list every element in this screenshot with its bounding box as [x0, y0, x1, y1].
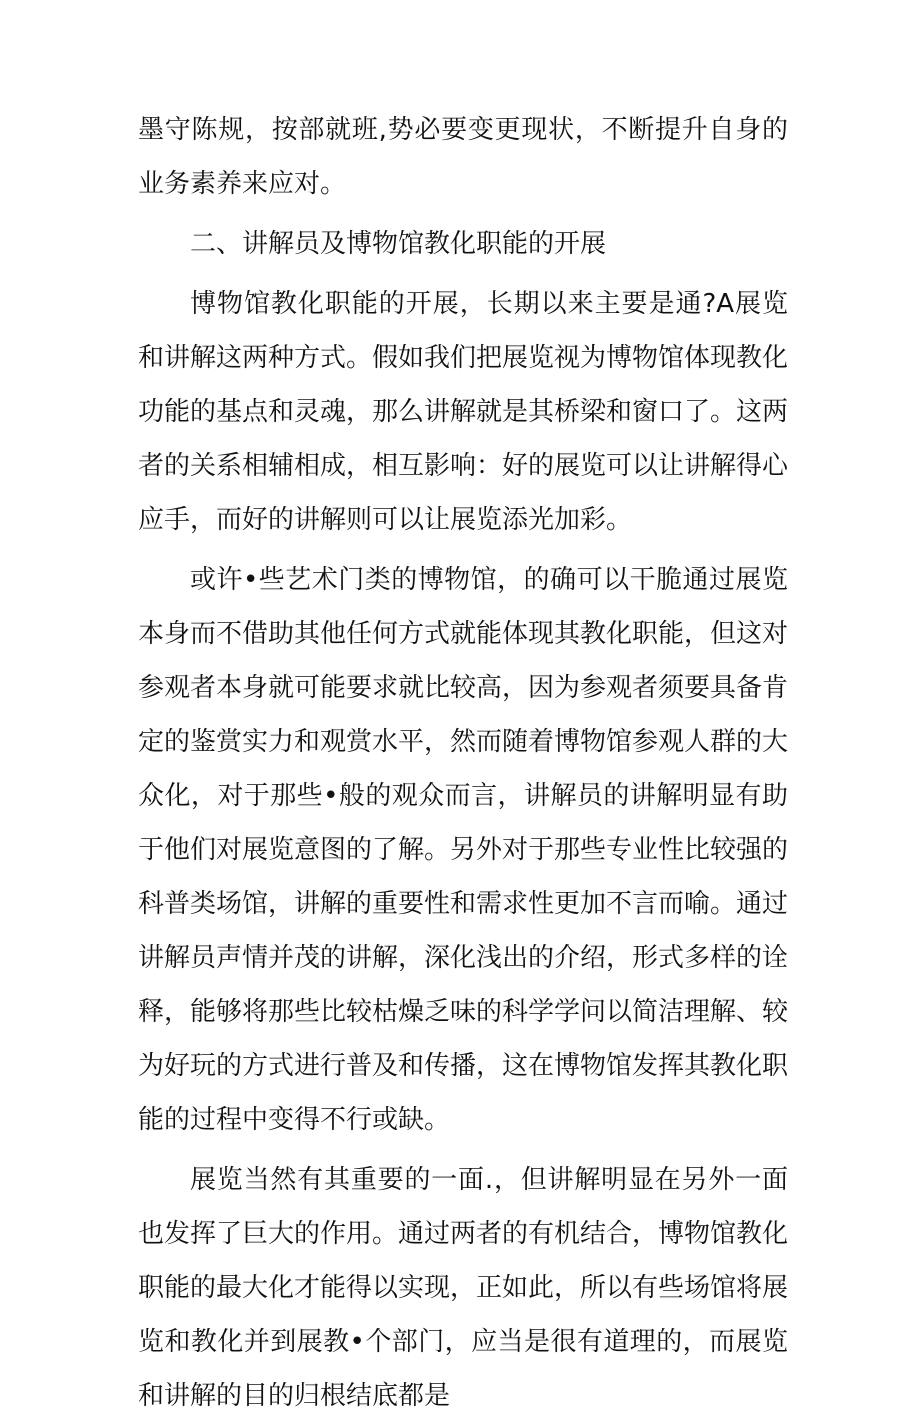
paragraph-education-methods: 博物馆教化职能的开展，长期以来主要是通?A展览和讲解这两种方式。假如我们把展览视为博物馆体现教化功能的基点和灵魂，那么讲解就是其桥梁和窗口了。这两者的关系相辅相成，相互影响：好的展览可以让讲解得心应手，而好的讲解则可以让展览添光加彩。 [138, 289, 789, 535]
document-body [138, 103, 788, 1423]
continued-paragraph: 墨守陈规，按部就班,势必要变更现状，不断提升自身的业务素养来应对。 [138, 115, 788, 199]
section-heading: 二、讲解员及博物馆教化职能的开展 [190, 229, 607, 259]
paragraph-exhibition-and-explanation: 展览当然有其重要的一面.，但讲解明显在另外一面也发挥了巨大的作用。通过两者的有机结合，博物馆教化职能的最大化才能得以实现，正如此，所以有些场馆将展览和教化并到展教•个部门，应当是很有道理的，而展览和讲解的目的归根结底都是 [138, 1165, 789, 1411]
paragraph-art-museums: 或许•些艺术门类的博物馆，的确可以干脆通过展览本身而不借助其他任何方式就能体现其教化职能，但这对参观者本身就可能要求就比较高，因为参观者须要具备肯定的鉴赏实力和观赏水平，然而随着博物馆参观人群的大众化，对于那些•般的观众而言，讲解员的讲解明显有助于他们对展览意图的了解。另外对于那些专业性比较强的科普类场馆，讲解的重要性和需求性更加不言而喻。通过讲解员声情并茂的讲解，深化浅出的介绍，形式多样的诠释，能够将那些比较枯燥乏味的科学学问以简洁理解、较为好玩的方式进行普及和传播，这在博物馆发挥其教化职能的过程中变得不行或缺。 [138, 565, 789, 1135]
